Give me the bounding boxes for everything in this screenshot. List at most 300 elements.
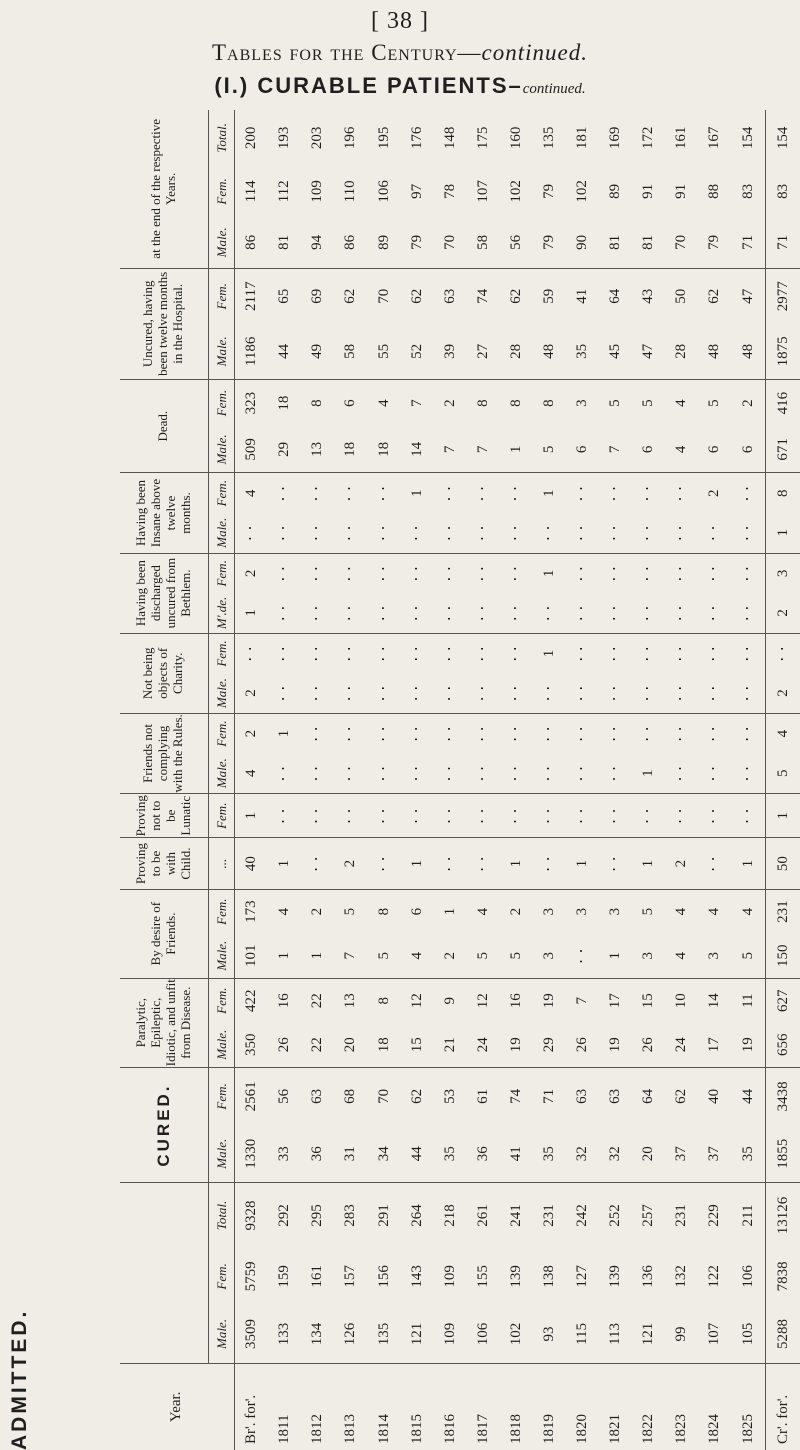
table-cell: 1: [732, 838, 766, 889]
table-cell: 79: [706, 234, 723, 250]
table-cell: 3: [533, 889, 566, 934]
table-cell: 1330: [242, 1138, 259, 1169]
table-cell: ⋅ ⋅: [301, 633, 334, 673]
table-cell: 19: [507, 1037, 524, 1053]
section-title: [0, 73, 800, 99]
table-cell: ⋅ ⋅: [766, 633, 800, 673]
table-cell: 18: [375, 1037, 392, 1053]
table-cell: 88: [706, 183, 723, 199]
year-cell: 1825: [732, 1363, 766, 1450]
table-cell: ⋅ ⋅: [698, 713, 731, 753]
table-cell: 65: [268, 268, 301, 324]
table-row: [234, 110, 268, 1450]
table-cell: 155: [474, 1265, 491, 1288]
table-cell: ⋅ ⋅: [698, 838, 731, 889]
table-cell: 102: [507, 1322, 524, 1346]
header-text: Tables for the Century—: [212, 40, 482, 65]
table-cell: 8: [500, 379, 533, 426]
table-cell: 62: [401, 268, 434, 324]
table-cell: ⋅ ⋅: [607, 524, 624, 541]
table-cell: 86: [342, 234, 359, 250]
table-row: [533, 110, 566, 1450]
table-cell: ⋅ ⋅: [665, 713, 698, 753]
table-cell: 7: [401, 379, 434, 426]
table-cell: 79: [408, 234, 425, 250]
table-cell: 114: [242, 180, 259, 203]
discharged-male-header: M'.de.: [213, 596, 229, 630]
table-cell: 173: [234, 889, 268, 934]
year-cell: 1817: [467, 1363, 500, 1450]
table-cell: 18: [375, 441, 392, 457]
cured-header: CURED.: [120, 1067, 208, 1183]
table-cell: 416: [766, 379, 800, 426]
year-cell: 1824: [698, 1363, 731, 1450]
table-cell: 13: [334, 978, 367, 1023]
table-cell: 2: [234, 553, 268, 593]
table-cell: ⋅ ⋅: [500, 473, 533, 513]
table-cell: 2: [242, 689, 259, 697]
table-cell: 7838: [766, 1247, 800, 1305]
table-cell: 132: [673, 1265, 690, 1288]
table-cell: 78: [441, 183, 458, 199]
table-cell: 1875: [766, 324, 800, 380]
table-cell: 139: [507, 1265, 524, 1288]
table-cell: 121: [640, 1322, 657, 1346]
table-cell: 5: [540, 445, 557, 454]
table-cell: 242: [566, 1183, 599, 1248]
table-cell: 101: [242, 944, 259, 967]
table-cell: 1: [268, 713, 301, 753]
table-cell: 58: [342, 343, 359, 359]
table-cell: ⋅ ⋅: [574, 604, 591, 622]
friends-male-header: Male.: [213, 758, 229, 789]
cured-fem-header: Fem.: [208, 1067, 234, 1125]
table-cell: 86: [242, 234, 259, 250]
table-cell: ⋅ ⋅: [673, 524, 690, 541]
table-cell: ⋅ ⋅: [566, 793, 599, 838]
table-cell: ⋅ ⋅: [375, 604, 392, 622]
table-cell: 44: [276, 343, 293, 359]
table-cell: 64: [632, 1067, 665, 1125]
table-cell: ⋅ ⋅: [706, 604, 723, 622]
table-cell: ⋅ ⋅: [640, 524, 657, 541]
table-cell: 41: [507, 1146, 524, 1162]
table-cell: ⋅ ⋅: [367, 793, 400, 838]
table-cell: 9328: [234, 1183, 268, 1248]
table-cell: 40: [234, 838, 268, 889]
table-cell: ⋅ ⋅: [434, 473, 467, 513]
table-cell: 2: [766, 593, 800, 633]
table-cell: ⋅ ⋅: [268, 473, 301, 513]
table-cell: ⋅ ⋅: [599, 473, 632, 513]
table-cell: 4: [665, 379, 698, 426]
table-cell: 16: [500, 978, 533, 1023]
table-cell: 157: [342, 1265, 359, 1288]
page-number: [ 38 ]: [371, 8, 429, 34]
table-cell: 4: [673, 951, 690, 960]
table-cell: 20: [640, 1146, 657, 1162]
table-cell: 26: [574, 1037, 591, 1053]
table-cell: 59: [533, 268, 566, 324]
discharged-uncured-header: Having been discharged uncured from Bethlem.: [120, 553, 208, 633]
year-cell: 1818: [500, 1363, 533, 1450]
table-cell: 2: [766, 673, 800, 713]
table-cell: 10: [665, 978, 698, 1023]
table-cell: ⋅ ⋅: [342, 765, 359, 782]
table-row: [599, 110, 632, 1450]
table-cell: 196: [342, 126, 359, 150]
year-cell: Cr'. for'.: [766, 1363, 800, 1450]
table-row: [401, 110, 434, 1450]
table-cell: 200: [242, 126, 259, 150]
table-cell: 231: [533, 1183, 566, 1248]
table-cell: 138: [540, 1265, 557, 1288]
table-cell: ⋅ ⋅: [599, 633, 632, 673]
table-cell: 5: [632, 889, 665, 934]
table-cell: ⋅ ⋅: [301, 553, 334, 593]
table-cell: 17: [706, 1037, 723, 1053]
table-cell: ⋅ ⋅: [408, 684, 425, 702]
table-cell: 107: [706, 1322, 723, 1346]
table-cell: 167: [706, 126, 723, 150]
table-cell: 35: [574, 343, 591, 359]
table-cell: 62: [401, 1067, 434, 1125]
table-cell: ⋅ ⋅: [441, 604, 458, 622]
table-cell: 35: [739, 1146, 756, 1162]
table-cell: 35: [540, 1146, 557, 1162]
table-cell: 53: [434, 1067, 467, 1125]
table-cell: 15: [408, 1037, 425, 1053]
table-cell: 422: [234, 978, 268, 1023]
table-cell: ⋅ ⋅: [566, 633, 599, 673]
table-cell: ⋅ ⋅: [301, 793, 334, 838]
year-cell: 1823: [665, 1363, 698, 1450]
table-row: [268, 110, 301, 1450]
table-cell: 70: [367, 268, 400, 324]
table-cell: 1: [268, 838, 301, 889]
table-cell: ⋅ ⋅: [467, 553, 500, 593]
table-cell: ⋅ ⋅: [732, 633, 766, 673]
table-cell: 154: [766, 110, 800, 166]
table-row: [766, 110, 800, 1450]
table-cell: 350: [242, 1033, 259, 1056]
table-cell: 24: [474, 1037, 491, 1053]
table-cell: 6: [401, 889, 434, 934]
table-cell: 2: [301, 889, 334, 934]
table-cell: 29: [540, 1037, 557, 1053]
table-cell: ⋅ ⋅: [632, 473, 665, 513]
table-cell: 13: [309, 441, 326, 457]
table-cell: 172: [640, 126, 657, 150]
table-cell: 4: [367, 379, 400, 426]
table-cell: 62: [334, 268, 367, 324]
table-row: [301, 110, 334, 1450]
table-cell: 5: [698, 379, 731, 426]
table-cell: 6: [706, 445, 723, 454]
table-cell: 4: [766, 713, 800, 753]
table-cell: 1: [766, 793, 800, 838]
table-cell: 6: [334, 379, 367, 426]
table-cell: 1: [242, 609, 259, 617]
table-cell: 63: [566, 1067, 599, 1125]
table-cell: ⋅ ⋅: [342, 684, 359, 702]
table-cell: ⋅ ⋅: [408, 765, 425, 782]
table-cell: 109: [441, 1322, 458, 1346]
table-cell: 1855: [766, 1125, 800, 1183]
table-cell: ⋅ ⋅: [574, 524, 591, 541]
table-cell: ⋅ ⋅: [500, 793, 533, 838]
table-cell: ⋅ ⋅: [441, 524, 458, 541]
table-cell: ⋅ ⋅: [467, 633, 500, 673]
table-cell: 37: [706, 1146, 723, 1162]
by-desire-header: By desire of Friends.: [120, 889, 208, 978]
table-cell: 56: [268, 1067, 301, 1125]
dead-header: Dead.: [120, 379, 208, 472]
table-cell: 150: [766, 934, 800, 979]
table-cell: 3: [540, 951, 557, 960]
table-cell: 12: [467, 978, 500, 1023]
table-cell: 14: [698, 978, 731, 1023]
table-cell: 1186: [242, 336, 259, 367]
table-cell: ⋅ ⋅: [276, 684, 293, 702]
paralytic-fem-header: Fem.: [208, 978, 234, 1023]
table-cell: 97: [408, 183, 425, 199]
table-cell: ⋅ ⋅: [739, 524, 756, 541]
table-cell: ⋅ ⋅: [408, 524, 425, 541]
table-cell: 4: [673, 445, 690, 454]
table-cell: 81: [607, 234, 624, 250]
header-italic: continued.: [481, 40, 588, 65]
remaining-total-header: Total.: [213, 123, 229, 153]
table-cell: 40: [698, 1067, 731, 1125]
by-desire-fem-header: Fem.: [208, 889, 234, 934]
table-cell: 1: [566, 838, 599, 889]
table-cell: 74: [500, 1067, 533, 1125]
table-cell: 203: [309, 126, 326, 150]
table-cell: 19: [533, 978, 566, 1023]
table-cell: 18: [342, 441, 359, 457]
table-cell: 2: [665, 838, 698, 889]
table-row: [434, 110, 467, 1450]
table-cell: 47: [732, 268, 766, 324]
table-cell: ⋅ ⋅: [342, 604, 359, 622]
remaining-male-header: Male.: [213, 227, 229, 258]
table-cell: ⋅ ⋅: [301, 713, 334, 753]
table-cell: ⋅ ⋅: [301, 838, 334, 889]
table-cell: ⋅ ⋅: [507, 604, 524, 622]
table-cell: 68: [334, 1067, 367, 1125]
table-cell: 1: [607, 951, 624, 960]
table-cell: ⋅ ⋅: [367, 473, 400, 513]
table-cell: 70: [367, 1067, 400, 1125]
table-cell: 41: [566, 268, 599, 324]
table-cell: ⋅ ⋅: [434, 553, 467, 593]
table-cell: 17: [599, 978, 632, 1023]
admitted-fem-header: Fem.: [213, 1263, 229, 1290]
table-cell: 1: [500, 838, 533, 889]
table-cell: ⋅ ⋅: [732, 713, 766, 753]
table-cell: 14: [408, 441, 425, 457]
table-cell: ⋅ ⋅: [574, 947, 591, 964]
table-cell: 7: [474, 445, 491, 454]
table-cell: 127: [574, 1265, 591, 1288]
not-objects-fem-header: Fem.: [208, 633, 234, 673]
table-cell: 47: [640, 343, 657, 359]
table-cell: 71: [739, 234, 756, 250]
table-cell: 241: [500, 1183, 533, 1248]
table-cell: ⋅ ⋅: [467, 838, 500, 889]
table-cell: 169: [607, 126, 624, 150]
table-cell: 102: [574, 180, 591, 203]
table-cell: 160: [507, 126, 524, 150]
table-cell: 43: [632, 268, 665, 324]
table-cell: 34: [375, 1146, 392, 1162]
table-cell: 29: [276, 441, 293, 457]
table-cell: 70: [673, 234, 690, 250]
year-cell: Br'. for'.: [234, 1363, 268, 1450]
table-cell: 110: [342, 180, 359, 203]
table-cell: 49: [309, 343, 326, 359]
table-cell: 292: [268, 1183, 301, 1248]
table-cell: 5: [599, 379, 632, 426]
table-cell: 291: [367, 1183, 400, 1248]
table-cell: 90: [574, 234, 591, 250]
table-cell: ⋅ ⋅: [309, 684, 326, 702]
table-cell: 3: [640, 951, 657, 960]
table-cell: 161: [673, 126, 690, 150]
table-cell: 48: [540, 343, 557, 359]
table-cell: ⋅ ⋅: [732, 473, 766, 513]
table-cell: 39: [441, 343, 458, 359]
year-cell: 1814: [367, 1363, 400, 1450]
table-cell: 2117: [234, 268, 268, 324]
table-cell: 22: [309, 1037, 326, 1053]
year-cell: 1822: [632, 1363, 665, 1450]
table-cell: 71: [766, 217, 800, 268]
table-cell: 1: [234, 793, 268, 838]
table-cell: ⋅ ⋅: [434, 838, 467, 889]
table-cell: ⋅ ⋅: [640, 604, 657, 622]
table-cell: ⋅ ⋅: [268, 793, 301, 838]
table-cell: 99: [673, 1326, 690, 1342]
table-cell: 106: [375, 180, 392, 203]
table-cell: ⋅ ⋅: [607, 604, 624, 622]
table-cell: ⋅ ⋅: [500, 713, 533, 753]
by-desire-male-header: Male.: [213, 940, 229, 971]
table-cell: 109: [309, 180, 326, 203]
table-cell: 48: [706, 343, 723, 359]
paralytic-header: Paralytic, Epileptic, Idiotic, and unfit from Disease.: [120, 978, 208, 1067]
table-cell: 115: [574, 1323, 591, 1345]
table-cell: 5: [334, 889, 367, 934]
table-cell: 2: [698, 473, 731, 513]
table-cell: 1: [401, 473, 434, 513]
table-cell: 135: [375, 1322, 392, 1346]
table-cell: 2: [441, 951, 458, 960]
table-row: [500, 110, 533, 1450]
table-cell: 509: [242, 438, 259, 461]
admitted-side-label: ADMITTED.: [8, 1308, 31, 1450]
table-cell: 32: [574, 1146, 591, 1162]
table-cell: 20: [342, 1037, 359, 1053]
table-row: [632, 110, 665, 1450]
remaining-fem-header: Fem.: [213, 178, 229, 205]
discharged-fem-header: Fem.: [208, 553, 234, 593]
table-cell: ⋅ ⋅: [632, 553, 665, 593]
table-cell: ⋅ ⋅: [533, 713, 566, 753]
table-cell: 143: [408, 1265, 425, 1288]
table-cell: 264: [401, 1183, 434, 1248]
table-cell: ⋅ ⋅: [607, 684, 624, 702]
table-cell: 63: [301, 1067, 334, 1125]
table-row: [467, 110, 500, 1450]
admitted-male-header: Male.: [213, 1319, 229, 1350]
table-cell: ⋅ ⋅: [533, 838, 566, 889]
table-cell: 81: [640, 234, 657, 250]
table-cell: 671: [766, 426, 800, 473]
table-cell: 156: [375, 1265, 392, 1288]
table-cell: 28: [507, 343, 524, 359]
table-cell: ⋅ ⋅: [334, 633, 367, 673]
cured-male-header: Male.: [213, 1138, 229, 1169]
dead-male-header: Male.: [213, 434, 229, 465]
table-cell: 12: [401, 978, 434, 1023]
table-cell: 74: [467, 268, 500, 324]
table-cell: ⋅ ⋅: [309, 524, 326, 541]
table-cell: ⋅ ⋅: [467, 473, 500, 513]
table-cell: 63: [599, 1067, 632, 1125]
table-cell: ⋅ ⋅: [408, 604, 425, 622]
table-cell: ⋅ ⋅: [632, 633, 665, 673]
table-cell: 1: [632, 838, 665, 889]
year-cell: 1813: [334, 1363, 367, 1450]
table-cell: 231: [665, 1183, 698, 1248]
table-cell: ⋅ ⋅: [367, 553, 400, 593]
table-cell: 252: [599, 1183, 632, 1248]
table-cell: ⋅ ⋅: [434, 713, 467, 753]
table-cell: ⋅ ⋅: [566, 553, 599, 593]
table-cell: 6: [739, 445, 756, 454]
table-row: [566, 110, 599, 1450]
table-cell: ⋅ ⋅: [739, 684, 756, 702]
year-cell: 1816: [434, 1363, 467, 1450]
table-cell: 33: [276, 1146, 293, 1162]
table-cell: ⋅ ⋅: [467, 713, 500, 753]
table-cell: 6: [640, 445, 657, 454]
table-cell: ⋅ ⋅: [268, 633, 301, 673]
table-cell: 19: [607, 1037, 624, 1053]
year-cell: 1820: [566, 1363, 599, 1450]
table-cell: ⋅ ⋅: [309, 604, 326, 622]
dead-fem-header: Fem.: [208, 379, 234, 426]
table-cell: 193: [276, 126, 293, 150]
table-cell: ⋅ ⋅: [268, 553, 301, 593]
table-cell: 4: [665, 889, 698, 934]
table-cell: 283: [334, 1183, 367, 1248]
table-cell: 627: [766, 978, 800, 1023]
table-cell: 11: [732, 978, 766, 1023]
table-cell: 55: [375, 343, 392, 359]
table-cell: ⋅ ⋅: [334, 793, 367, 838]
table-cell: 50: [766, 838, 800, 889]
table-cell: ⋅ ⋅: [673, 684, 690, 702]
table-cell: 5: [766, 753, 800, 793]
table-cell: 94: [309, 234, 326, 250]
table-cell: ⋅ ⋅: [673, 604, 690, 622]
table-cell: 48: [739, 343, 756, 359]
uncured-male-header: Male.: [213, 336, 229, 367]
table-cell: 102: [507, 180, 524, 203]
